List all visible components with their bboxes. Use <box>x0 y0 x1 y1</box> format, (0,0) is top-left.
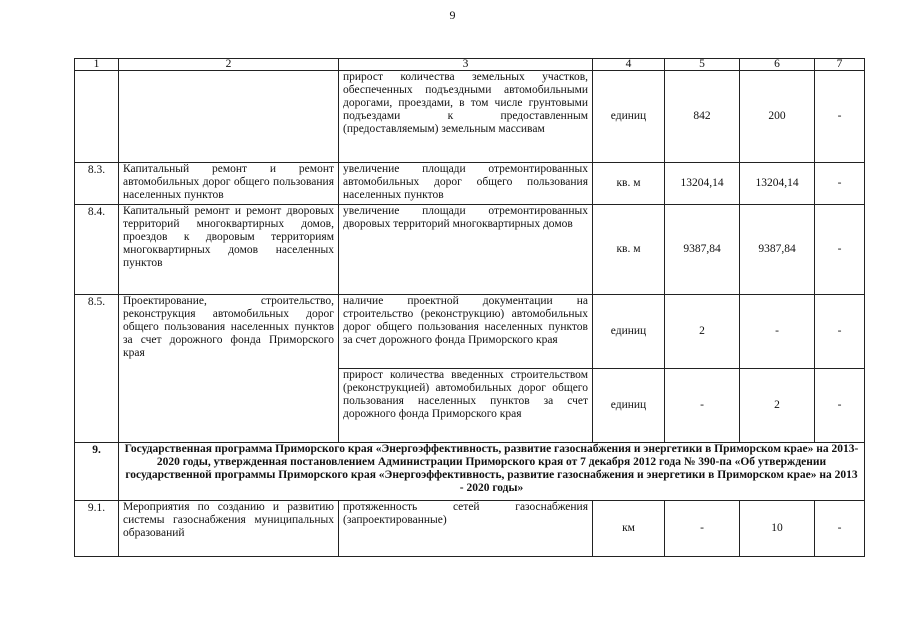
row-number: 8.5. <box>75 295 119 443</box>
unit-cell: единиц <box>593 369 665 443</box>
value-col7: - <box>815 295 865 369</box>
row-number <box>75 71 119 163</box>
value-col7: - <box>815 369 865 443</box>
unit-cell: единиц <box>593 295 665 369</box>
table-row <box>75 205 865 295</box>
table-row <box>75 295 865 369</box>
table-row <box>75 163 865 205</box>
section-number: 9. <box>75 443 119 501</box>
value-col7: - <box>815 71 865 163</box>
value-col5: - <box>665 369 740 443</box>
activity-name: Капитальный ремонт и ремонт автомобильных дорог общего пользования населенных пунктов <box>119 163 339 205</box>
unit-cell: км <box>593 501 665 557</box>
section-row <box>75 443 865 501</box>
indicator-text: наличие проектной документации на строительство (реконструкцию) автомобильных дорог общего пользования населенных пунктов за счет дорожного фонда Приморского края <box>339 295 593 369</box>
indicator-text: увеличение площади отремонтированных дворовых территорий многоквартирных домов <box>339 205 593 295</box>
activity-name: Капитальный ремонт и ремонт дворовых территорий многоквартирных домов, проездов к дворовым территориям многоквартирных домов населенных пунктов <box>119 205 339 295</box>
value-col7: - <box>815 501 865 557</box>
value-col6: 9387,84 <box>740 205 815 295</box>
indicator-text: прирост количества земельных участков, обеспеченных подъездными автомобильными дорогами, проездами, в том числе грунтовыми подъездами к предоставленным (предоставляемым) земельным массивам <box>339 71 593 163</box>
row-number: 8.4. <box>75 205 119 295</box>
header-row <box>75 59 865 71</box>
value-col5: 9387,84 <box>665 205 740 295</box>
value-col6: 13204,14 <box>740 163 815 205</box>
value-col5: 2 <box>665 295 740 369</box>
value-col5: - <box>665 501 740 557</box>
value-col6: 10 <box>740 501 815 557</box>
value-col5: 842 <box>665 71 740 163</box>
header-cell: 3 <box>339 59 593 71</box>
activity-name <box>119 71 339 163</box>
activity-name: Проектирование, строительство, реконструкция автомобильных дорог общего пользования населенных пунктов за счет дорожного фонда Приморского края <box>119 295 339 443</box>
value-col5: 13204,14 <box>665 163 740 205</box>
page-number: 9 <box>449 8 456 22</box>
unit-cell: единиц <box>593 71 665 163</box>
table-row <box>75 71 865 163</box>
header-cell: 1 <box>75 59 119 71</box>
value-col7: - <box>815 205 865 295</box>
row-number: 9.1. <box>75 501 119 557</box>
indicator-text: протяженность сетей газоснабжения (запроектированные) <box>339 501 593 557</box>
activity-name: Мероприятия по созданию и развитию системы газоснабжения муниципальных образований <box>119 501 339 557</box>
value-col6: 2 <box>740 369 815 443</box>
value-col6: 200 <box>740 71 815 163</box>
indicators-table <box>74 58 865 557</box>
unit-cell: кв. м <box>593 163 665 205</box>
header-cell: 6 <box>740 59 815 71</box>
value-col6: - <box>740 295 815 369</box>
header-cell: 2 <box>119 59 339 71</box>
unit-cell: кв. м <box>593 205 665 295</box>
header-cell: 4 <box>593 59 665 71</box>
row-number: 8.3. <box>75 163 119 205</box>
header-cell: 5 <box>665 59 740 71</box>
section-title: Государственная программа Приморского края «Энергоэффективность, развитие газоснабжения и энергетики в Приморском крае» на 2013-2020 годы, утвержденная постановлением Администрации Приморского края от 7 декабря 2012 года № 390-па «Об утверждении государственной программы Приморского края «Энергоэффективность, развитие газоснабжения и энергетики в Приморском крае» на 2013 - 2020 годы» <box>119 443 865 501</box>
value-col7: - <box>815 163 865 205</box>
header-cell: 7 <box>815 59 865 71</box>
indicator-text: прирост количества введенных строительством (реконструкцией) автомобильных дорог общего пользования населенных пунктов за счет дорожного фонда Приморского края <box>339 369 593 443</box>
table-row <box>75 501 865 557</box>
indicator-text: увеличение площади отремонтированных автомобильных дорог общего пользования населенных пунктов <box>339 163 593 205</box>
